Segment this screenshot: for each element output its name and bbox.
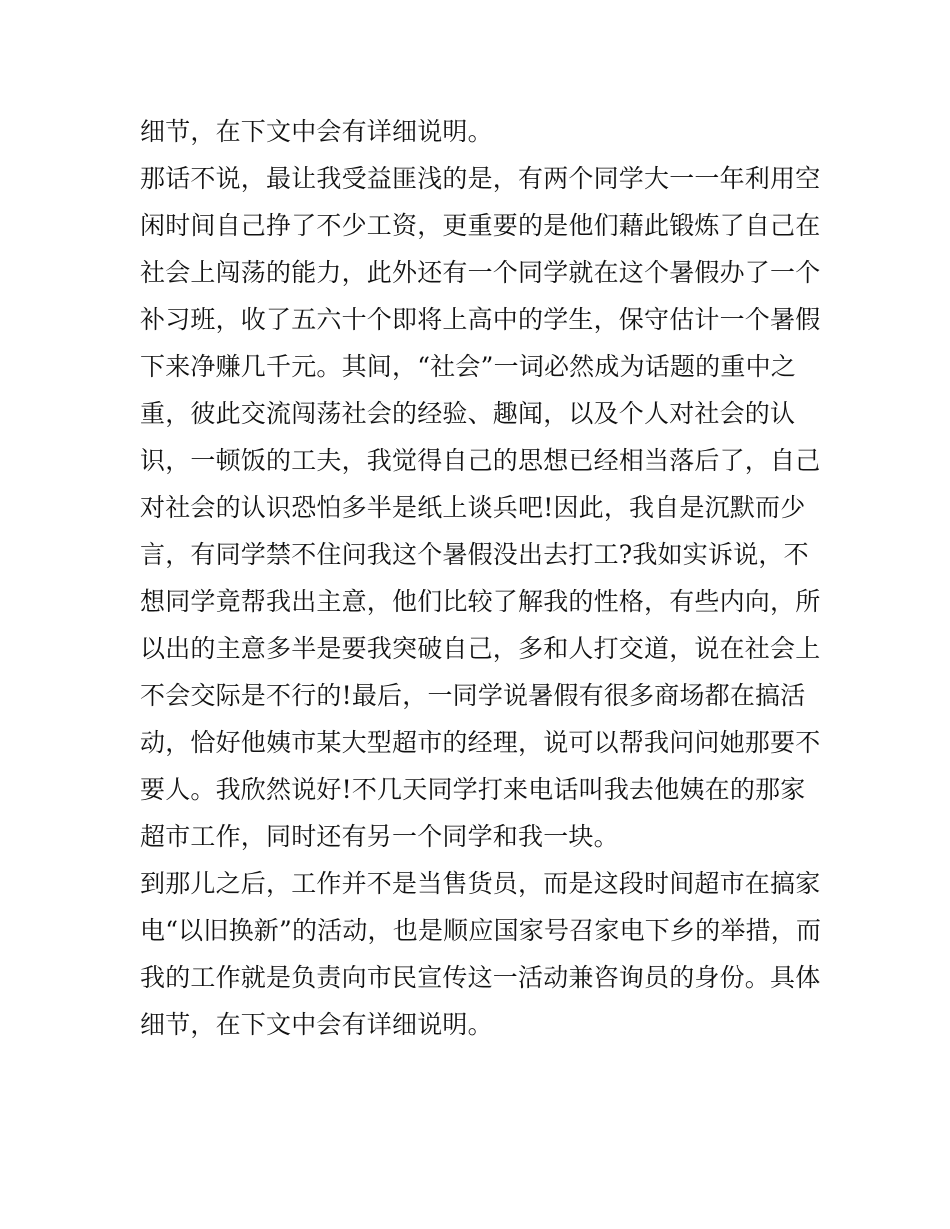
text-line: 动，恰好他姨市某大型超市的经理，说可以帮我问问她那要不 xyxy=(140,728,821,757)
body-text xyxy=(140,108,820,1048)
text-line: 下来净赚几千元。其间，“社会”一词必然成为话题的重中之 xyxy=(140,352,796,381)
text-line: 对社会的认识恐怕多半是纸上谈兵吧!因此，我自是沉默而少 xyxy=(140,493,806,522)
text-line: 想同学竟帮我出主意，他们比较了解我的性格，有些内向，所 xyxy=(140,587,821,616)
text-line: 以出的主意多半是要我突破自己，多和人打交道，说在社会上 xyxy=(140,634,821,663)
text-line: 我的工作就是负责向市民宣传这一活动兼咨询员的身份。具体 xyxy=(140,963,821,992)
text-line: 言，有同学禁不住问我这个暑假没出去打工?我如实诉说，不 xyxy=(140,540,809,569)
text-line: 那话不说，最让我受益匪浅的是，有两个同学大一一年利用空 xyxy=(140,164,821,193)
text-line: 重，彼此交流闯荡社会的经验、趣闻，以及个人对社会的认 xyxy=(140,399,796,428)
text-line: 识，一顿饭的工夫，我觉得自己的思想已经相当落后了，自己 xyxy=(140,446,821,475)
text-line: 不会交际是不行的!最后，一同学说暑假有很多商场都在搞活 xyxy=(140,681,806,710)
text-line: 补习班，收了五六十个即将上高中的学生，保守估计一个暑假 xyxy=(140,305,821,334)
text-line: 要人。我欣然说好!不几天同学打来电话叫我去他姨在的那家 xyxy=(140,775,806,804)
text-line: 社会上闯荡的能力，此外还有一个同学就在这个暑假办了一个 xyxy=(140,258,821,287)
text-line: 超市工作，同时还有另一个同学和我一块。 xyxy=(140,822,619,851)
text-line: 电“以旧换新”的活动，也是顺应国家号召家电下乡的举措，而 xyxy=(140,916,822,945)
text-line: 闲时间自己挣了不少工资，更重要的是他们藉此锻炼了自己在 xyxy=(140,211,821,240)
text-line: 细节，在下文中会有详细说明。 xyxy=(140,1010,493,1039)
text-line: 细节，在下文中会有详细说明。 xyxy=(140,117,493,146)
text-line: 到那儿之后，工作并不是当售货员，而是这段时间超市在搞家 xyxy=(140,869,821,898)
